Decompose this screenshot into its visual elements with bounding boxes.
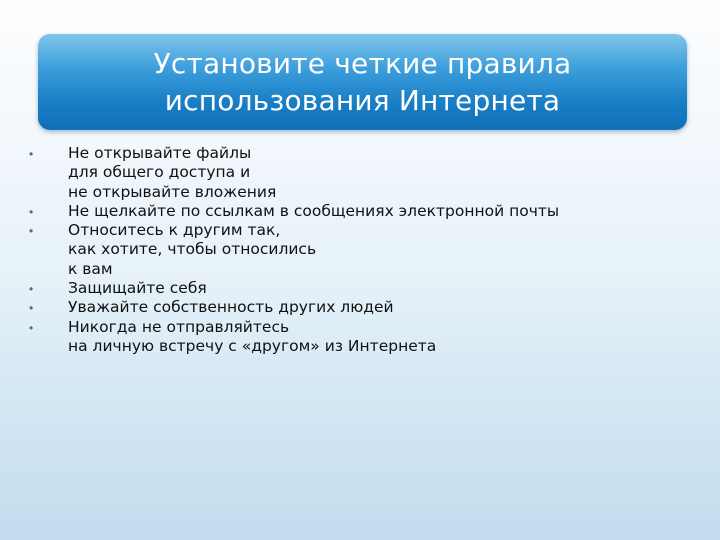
- bullet-list: [0, 144, 700, 356]
- bullet-icon: •: [29, 147, 34, 161]
- bullet-icon: •: [29, 224, 34, 239]
- bullet-item: [0, 318, 700, 357]
- bullet-icon: •: [29, 204, 34, 219]
- bullet-text: Относитесь к другим так,: [68, 221, 281, 240]
- bullet-text: Уважайте собственность других людей: [68, 298, 394, 317]
- bullet-item: [0, 298, 700, 317]
- bullet-icon: •: [29, 282, 34, 297]
- title-banner: [38, 34, 687, 130]
- bullet-icon: •: [29, 320, 34, 335]
- bullet-icon: •: [29, 301, 34, 316]
- bullet-text: как хотите, чтобы относились: [68, 240, 317, 259]
- bullet-text: Никогда не отправляйтесь: [68, 317, 290, 336]
- bullet-text: к вам: [68, 259, 113, 278]
- bullet-text: на личную встречу с «другом» из Интернета: [68, 336, 437, 355]
- bullet-item: [0, 144, 700, 202]
- slide-title-line-2: использования Интернета: [164, 84, 561, 117]
- bullet-text: Защищайте себя: [68, 279, 207, 298]
- slide-title-line-1: Установите четкие правила: [153, 47, 572, 80]
- bullet-text: не открывайте вложения: [68, 182, 277, 201]
- bullet-item: [0, 202, 700, 221]
- bullet-text: Не открывайте файлы: [68, 144, 252, 162]
- bullet-text: Не щелкайте по ссылкам в сообщениях электронной почты: [68, 201, 560, 220]
- bullet-item: [0, 279, 700, 298]
- bullet-text: для общего доступа и: [68, 163, 251, 182]
- bullet-item: [0, 221, 700, 279]
